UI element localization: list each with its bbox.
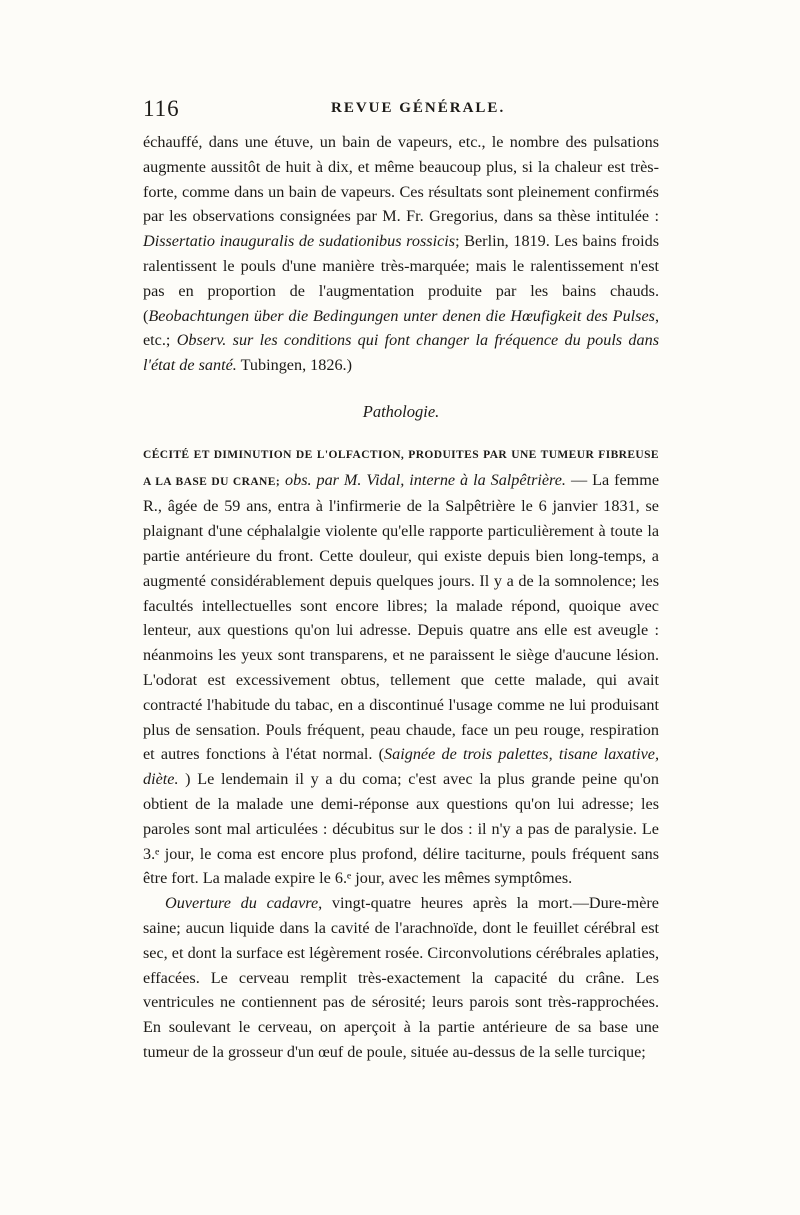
italic-title: Beobachtungen über die Bedingungen unter denen die Hœufigkeit des Pulses (148, 306, 655, 325)
text-run: ) Le lendemain il y a du coma; c'est avec la plus grande peine qu'on obtient de la malade une demi-réponse aux questions qu'on lui adresse; les paroles sont mal articulées : décubitus sur le dos : il n'y a pas de paralysie. Le 3.ᵉ jour, le coma est encore plus profond, délire taciturne, pouls fréquent sans être fort. La malade expire le 6.ᵉ jour, avec les mêmes symptômes. (143, 770, 659, 888)
text-run: — La femme R., âgée de 59 ans, entra à l'infirmerie de la Salpêtrière le 6 janvier 1831, se plaignant d'une céphalalgie violente qu'elle rapporte particulièrement à toute la partie antérieure du front. Cette douleur, qui existe depuis bien long-temps, a augmenté considérablement depuis quelques jours. Il y a de la somnolence; les facultés intellectuelles sont encore libres; la malade répond, quoique avec lenteur, aux questions qu'on lui adresse. Depuis quatre ans elle est aveugle : néanmoins les yeux sont transparens, et ne paraissent le siège d'aucune lésion. L'odorat est excessivement obtus, tellement que cette malade, qui avait contracté l'habitude du tabac, en a discontinué l'usage comme ne lui produisant plus de sensation. Pouls fréquent, peau chaude, face un peu rouge, respiration et autres fonctions à l'état normal. ( (143, 470, 660, 764)
text-run: Tubingen, 1826.) (240, 356, 352, 375)
paragraph-observation (143, 441, 659, 891)
paragraph-continuation (143, 130, 659, 378)
text-run: ; Berlin, 1819. Les bains froids ralentissent le pouls d'une manière très-marquée; mais le ralentissement n'est pas en proportion de l'augmentation produite par les bains chauds. ( (143, 232, 659, 325)
italic-title: Observ. sur les conditions qui font changer la fréquence du pouls dans l'état de santé. (143, 331, 659, 375)
page-header (143, 96, 663, 124)
italic-heading: Ouverture du cadavre (165, 894, 319, 913)
italic-title: Dissertatio inauguralis de sudationibus rossicis (143, 232, 456, 251)
article-title: CÉCITÉ ET DIMINUTION DE L'OLFACTION, PRODUITES PAR UNE TUMEUR FIBREUSE A LA BASE DU CRANE; (143, 448, 659, 488)
page-number: 116 (143, 96, 180, 121)
section-title: Pathologie. (362, 401, 440, 421)
text-run: échauffé, dans une étuve, un bain de vapeurs, etc., le nombre des pulsations augmente aussitôt de huit à dix, et même beaucoup plus, si la chaleur est très-forte, comme dans un bain de vapeurs. Ces résultats sont pleinement confirmés par les observations consignées par M. Fr. Gregorius, dans sa thèse intitulée : (143, 133, 659, 226)
text-run: , vingt-quatre heures après la mort.—Dure-mère saine; aucun liquide dans la cavité de l'arachnoïde, dont le feuillet cérébral est sec, et dont la surface est légèrement rosée. Circonvolutions cérébrales aplaties, effacées. Le cerveau remplit très-exactement la capacité du crâne. Les ventricules ne contiennent pas de sérosité; leurs parois sont très-rapprochées. En soulevant le cerveau, on aperçoit à la partie antérieure de sa base une tumeur de la grosseur d'un œuf de poule, située au-dessus de la selle turcique; (143, 894, 659, 1061)
running-head: REVUE GÉNÉRALE. (331, 100, 506, 116)
italic-treatment: Saignée de trois palettes, tisane laxative, diète. (143, 745, 659, 789)
text-run: , etc.; (143, 306, 659, 350)
italic-attribution: obs. par M. Vidal, interne à la Salpêtrière. (285, 470, 566, 489)
body-text (143, 130, 659, 1065)
paragraph-autopsy (143, 891, 659, 1065)
